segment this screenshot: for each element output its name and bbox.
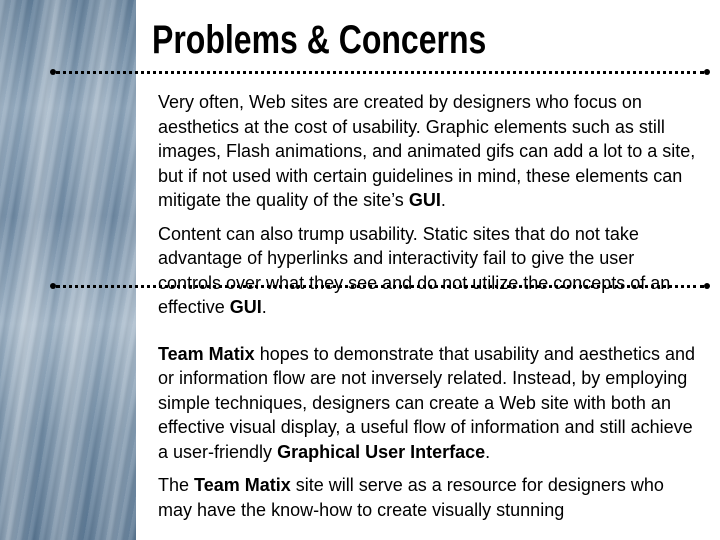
title-divider: [50, 69, 710, 75]
paragraph-text: hopes to demonstrate that usability and aesthetics and or information flow are not inversely related. Instead, by employing simple techniques, designers can create a Web site with both an effective visual display, a useful flow of information and still achieve a user-friendly: [158, 343, 695, 462]
paragraph-text: Very often, Web sites are created by designers who focus on aesthetics at the cost of usability. Graphic elements such as still images, Flash animations, and animated gifs can add a lot to a site, but if not used with certain guidelines in mind, these elements can mitigate the quality of the site’s: [158, 92, 696, 210]
team-name: Team Matix: [194, 475, 291, 495]
slide-title: Problems & Concerns: [152, 18, 487, 62]
gui-full-term: Graphical User Interface: [277, 441, 486, 462]
paragraph-text: The: [158, 475, 195, 495]
body-divider: [50, 283, 710, 289]
divider-dotted-line: [56, 285, 704, 288]
team-name: Team Matix: [158, 343, 255, 364]
paragraph-end: .: [485, 441, 491, 462]
paragraph-end: .: [261, 297, 267, 317]
divider-end-dot: [704, 283, 710, 289]
paragraph-text: Content can also trump usability. Static sites that do not take advantage of hyperlinks and interactivity fail to give the user controls over what they see and do not utilize the concepts of an effective: [158, 223, 671, 317]
paragraph-end: .: [440, 190, 446, 210]
gui-term: GUI: [229, 297, 262, 317]
divider-end-dot: [704, 69, 710, 75]
paragraph-resource: [158, 473, 698, 522]
gui-term: GUI: [408, 190, 441, 210]
divider-dotted-line: [56, 71, 704, 74]
paragraph-content: [158, 222, 698, 320]
paragraph-team-matix: [158, 342, 698, 465]
paragraph-text: site will serve as a resource for designers who may have the know-how to create visually stunning: [158, 475, 664, 520]
side-texture-background: [0, 0, 136, 540]
slide-body: [158, 90, 698, 522]
paragraph-problems: [158, 90, 698, 213]
